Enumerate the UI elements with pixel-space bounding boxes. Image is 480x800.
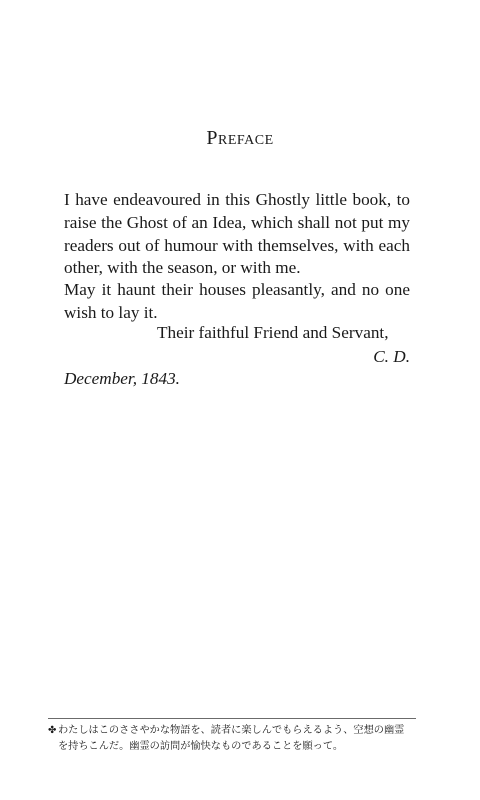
- paragraph-line: other, with the season, or with me.: [64, 258, 301, 278]
- paragraph-line: May it haunt their houses pleasantly, and no one: [64, 280, 410, 299]
- preface-paragraph-1: [64, 189, 410, 280]
- signature-line: Their faithful Friend and Servant,: [157, 323, 389, 342]
- footnote-divider: [48, 718, 416, 719]
- preface-date: December, 1843.: [64, 369, 180, 388]
- paragraph-line: raise the Ghost of an Idea, which shall not put my: [64, 212, 410, 232]
- preface-paragraph-2: [64, 279, 410, 325]
- page-title: Preface: [206, 127, 274, 149]
- paragraph-line: wish to lay it.: [64, 302, 158, 322]
- footnote-line: を持ちこんだ。幽霊の訪問が愉快なものであることを願って。: [58, 741, 344, 752]
- paragraph-line: I have endeavoured in this Ghostly little book, to: [64, 190, 410, 209]
- footnote-marker-icon: ✤: [48, 725, 57, 736]
- author-initials: C. D.: [373, 347, 410, 366]
- footnote-text: わたしはこのささやかな物語を、読者に楽しんでもらえるよう、空想の幽霊: [58, 725, 405, 736]
- footnote-line: [48, 723, 428, 739]
- paragraph-line: readers out of humour with themselves, with each: [64, 235, 410, 255]
- footnote: [48, 723, 428, 755]
